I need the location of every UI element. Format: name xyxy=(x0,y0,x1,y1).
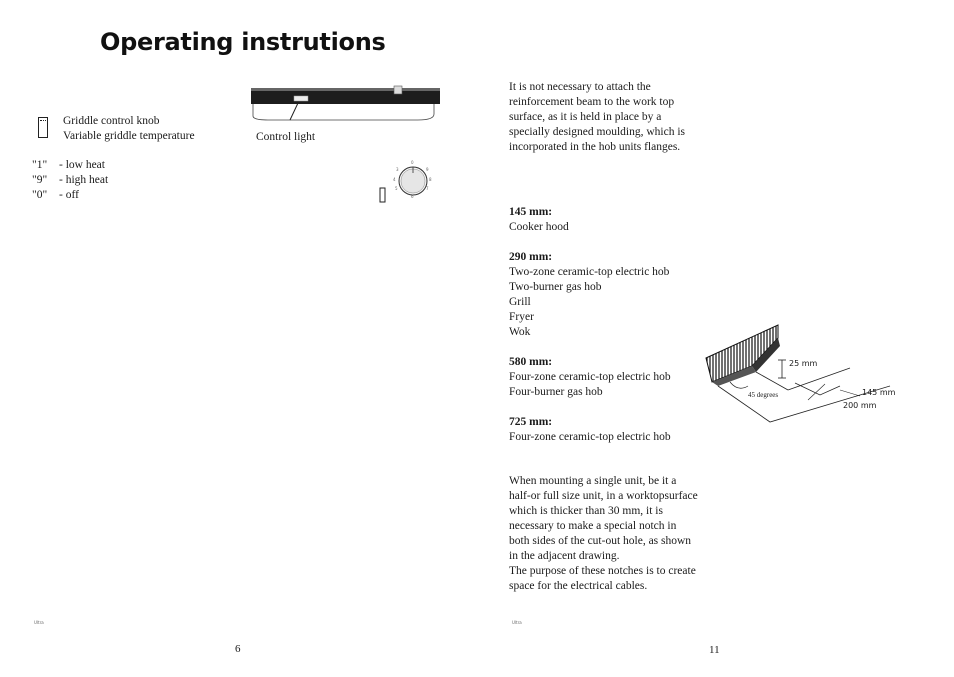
size-heading: 725 mm: xyxy=(509,416,553,428)
dial-number: 9 xyxy=(426,167,429,172)
diagram-angle-label: 45 degrees xyxy=(748,391,779,399)
size-item: Four-zone ceramic-top electric hob xyxy=(509,431,671,443)
size-item: Wok xyxy=(509,326,531,338)
dial-number: 8 xyxy=(429,177,432,182)
diagram-depth-label: 25 mm xyxy=(789,359,818,368)
footer-code: Ultra xyxy=(512,620,522,625)
page-title: Operating instrutions xyxy=(100,28,386,56)
control-light-label: Control light xyxy=(256,131,316,143)
setting-label: - low heat xyxy=(59,159,105,171)
settings-list xyxy=(32,158,108,203)
dial-illustration xyxy=(376,158,436,208)
size-item: Four-zone ceramic-top electric hob xyxy=(509,371,671,383)
setting-code: "0" xyxy=(32,189,48,201)
size-section xyxy=(509,415,699,445)
size-section xyxy=(509,355,699,400)
page-number: 11 xyxy=(709,644,720,656)
dial-number: 0 xyxy=(411,160,414,165)
page-number: 6 xyxy=(235,643,241,655)
notch-diagram xyxy=(700,320,900,435)
size-item: Four-burner gas hob xyxy=(509,386,603,398)
setting-row xyxy=(32,158,108,173)
knob-label xyxy=(63,114,195,144)
setting-label: - off xyxy=(59,189,79,201)
knob-label-line1: Griddle control knob xyxy=(63,115,160,127)
diagram-length-label: 145 mm xyxy=(862,388,896,397)
size-heading: 580 mm: xyxy=(509,356,553,368)
knob-icon xyxy=(38,117,48,138)
control-light-indicator xyxy=(294,96,308,101)
dial-number: 5 xyxy=(395,186,398,191)
size-item: Fryer xyxy=(509,311,534,323)
knob-label-line2: Variable griddle temperature xyxy=(63,130,195,142)
mounting-text: When mounting a single unit, be it a half-or full size unit, in a worktopsurface which is thicker than 30 mm, it is necessary to make a special notch in both sides of the cut-out hole, as shown in the adjacent drawing. xyxy=(509,475,698,562)
dial-number: 7 xyxy=(426,186,429,191)
dial-number: 6 xyxy=(411,194,414,199)
size-heading: 145 mm: xyxy=(509,206,553,218)
dial-number: 4 xyxy=(393,177,396,182)
setting-label: - high heat xyxy=(59,174,109,186)
diagram-width-label: 200 mm xyxy=(843,401,877,410)
size-section xyxy=(509,250,699,340)
size-item: Grill xyxy=(509,296,531,308)
size-item: Two-burner gas hob xyxy=(509,281,602,293)
purpose-text: The purpose of these notches is to create space for the electrical cables. xyxy=(509,565,696,592)
size-item: Two-zone ceramic-top electric hob xyxy=(509,266,670,278)
intro-paragraph: It is not necessary to attach the reinforcement beam to the work top surface, as it is held in place by a specially designed moulding, which is incorporated in the hob units flanges. xyxy=(509,81,685,153)
size-item: Cooker hood xyxy=(509,221,569,233)
size-heading: 290 mm: xyxy=(509,251,553,263)
setting-code: "1" xyxy=(32,159,48,171)
footer-code: Ultra xyxy=(34,620,44,625)
control-panel-illustration xyxy=(248,84,444,134)
mounting-paragraph xyxy=(509,474,699,594)
setting-row xyxy=(32,173,108,188)
setting-row xyxy=(32,188,108,203)
setting-code: "9" xyxy=(32,174,48,186)
sizes-list xyxy=(509,205,699,445)
dial-number: 3 xyxy=(396,167,399,172)
size-section xyxy=(509,205,699,235)
